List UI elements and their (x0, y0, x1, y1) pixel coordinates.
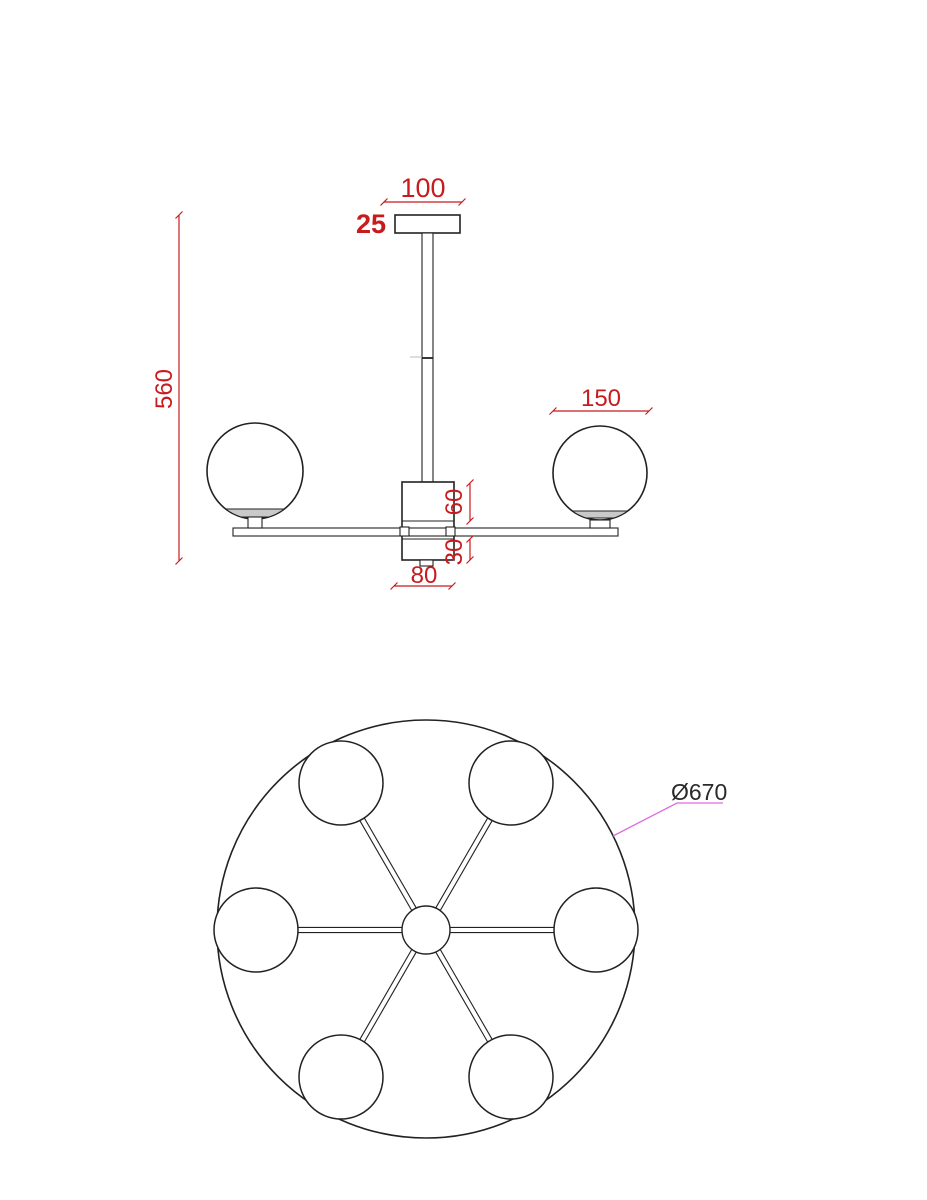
plan-spoke (360, 949, 417, 1042)
dim-hub-below-arm (441, 536, 474, 566)
plan-globe (214, 888, 298, 972)
plan-hub-circle (402, 906, 450, 954)
dim-canopy-height-text: 25 (355, 209, 387, 239)
plan-spoke (436, 818, 493, 911)
dim-hub-above-arm-text: 60 (441, 488, 468, 516)
dim-canopy-width-text: 100 (400, 173, 446, 203)
dim-overall-height (151, 212, 183, 565)
diameter-label: Ø670 (671, 779, 728, 805)
dim-hub-width-text: 80 (410, 562, 438, 589)
globe-right-fitter (572, 511, 627, 518)
diameter-leader-line (613, 803, 723, 836)
plan-globe (299, 741, 383, 825)
globe-left-glass (207, 423, 303, 519)
plan-spoke (298, 927, 402, 932)
plan-globe (554, 888, 638, 972)
plan-spoke (450, 927, 554, 932)
plan-spoke (436, 949, 493, 1042)
dim-canopy-width (381, 173, 466, 206)
dim-hub-above-arm (441, 480, 474, 525)
dim-shade-diameter-text: 150 (580, 385, 622, 412)
globe-left-neck (248, 517, 262, 528)
front-elevation-view (151, 173, 653, 590)
plan-view (214, 720, 727, 1138)
globe-right-glass (553, 426, 647, 520)
globe-left-fitter (226, 509, 285, 517)
dim-hub-below-arm-text: 30 (441, 538, 468, 566)
hub-clip-right (446, 527, 455, 536)
dim-overall-height-text: 560 (151, 368, 178, 410)
globe-right (553, 426, 647, 528)
arm-bar (233, 528, 618, 536)
plan-globe (469, 741, 553, 825)
hub-clip-left (400, 527, 409, 536)
globe-right-neck (590, 520, 610, 528)
plan-globe (299, 1035, 383, 1119)
plan-spoke (360, 818, 417, 911)
globe-left (207, 423, 303, 528)
dim-shade-diameter (550, 385, 653, 415)
ceiling-canopy (395, 215, 460, 233)
plan-globe (469, 1035, 553, 1119)
